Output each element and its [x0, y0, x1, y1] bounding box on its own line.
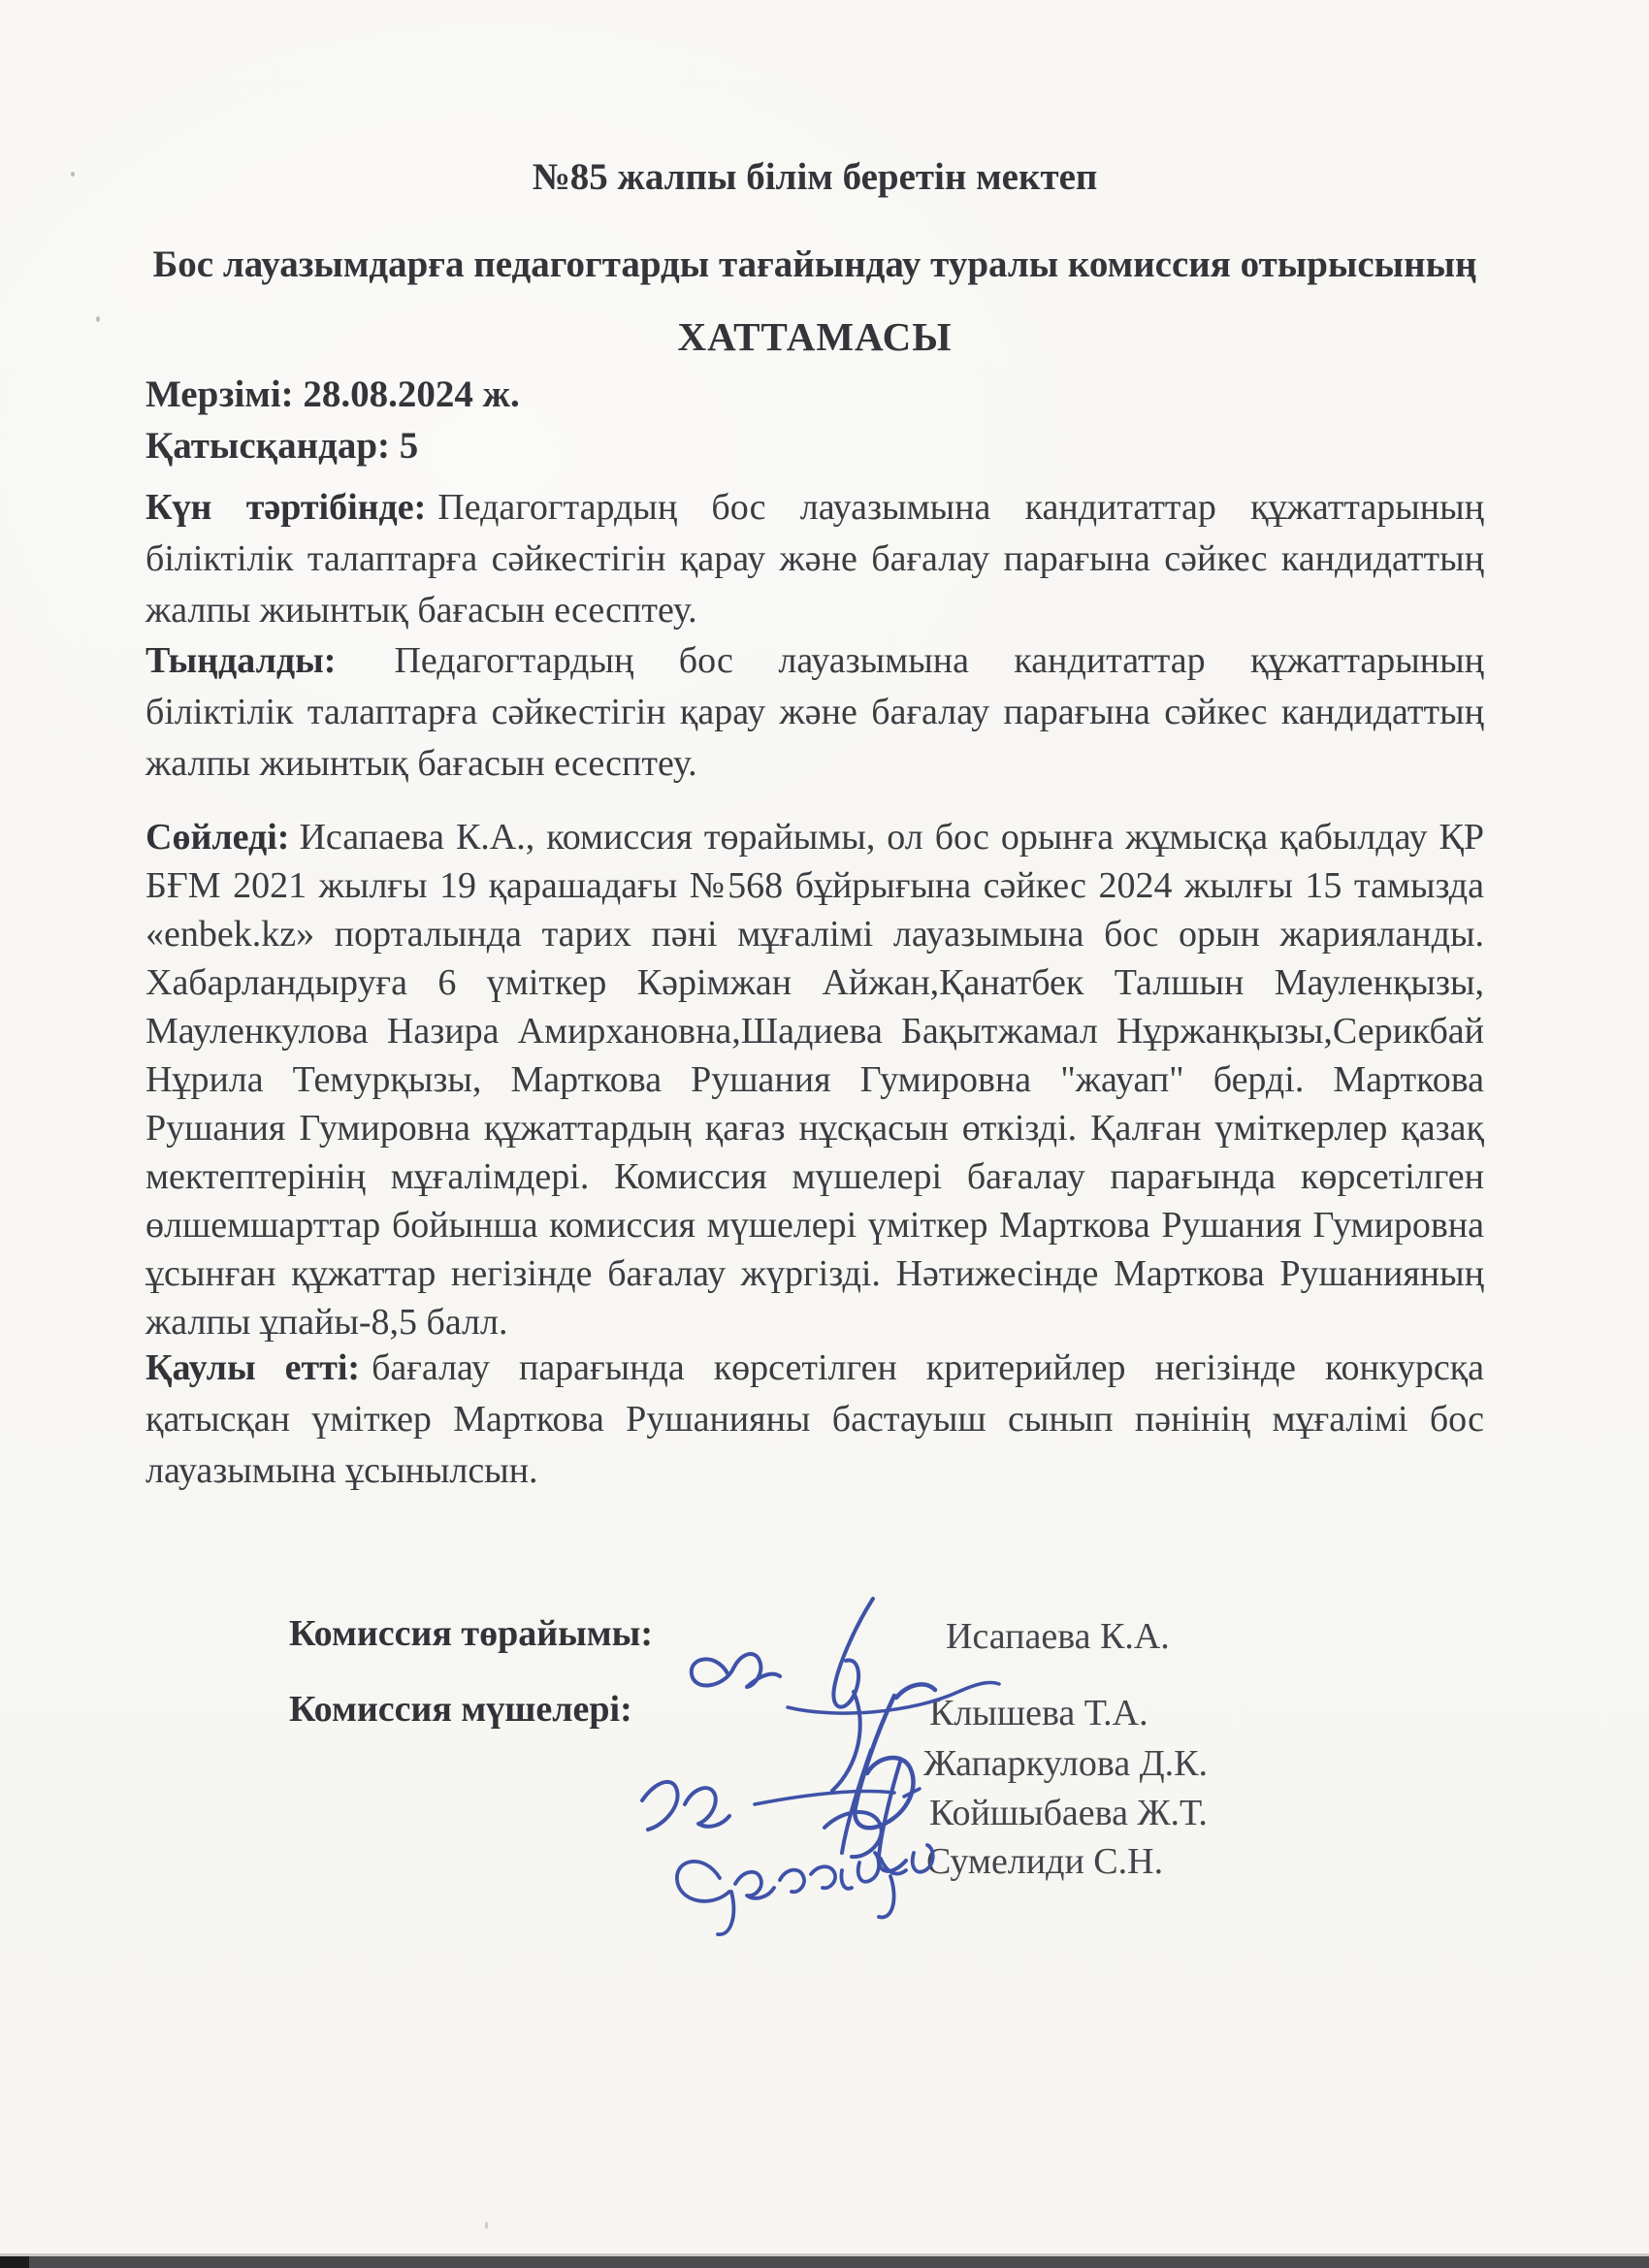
- participants-line: [146, 424, 1484, 468]
- chair-name: Исапаева К.А.: [946, 1616, 1170, 1657]
- subject-title: Бос лауазымдарға педагогтарды тағайындау туралы комиссия отырысының: [152, 243, 1477, 285]
- participants-value: 5: [399, 425, 419, 467]
- date-line: [146, 373, 1484, 416]
- paragraph-agenda: [146, 482, 1484, 636]
- paragraph-agenda-text: Педагогтардың бос лауазымына кандитаттар құжаттарының біліктілік талаптарға сәйкестігін қарау және бағалау парағына сәйкес кандидаттың жалпы жиынтық бағасын есесптеу.: [146, 487, 1484, 631]
- paragraph-heard: [146, 635, 1484, 790]
- chair-signature-loops: [692, 1654, 780, 1687]
- date-label: Мерзімі:: [146, 373, 294, 415]
- member-signature-strike: [755, 1789, 920, 1804]
- paragraph-spoke-text: Исапаева К.А., комиссия төрайымы, ол бос орынға жұмысқа қабылдау ҚР БҒМ 2021 жылғы 19 қарашадағы №568 бұйрығына сәйкес 2024 жылғы 15 тамызда «enbek.kz» порталында тарих пәні мұғалімі лауазымына бос орын жарияланды. Хабарландыруға 6 үміткер Кәрімжан Айжан,Қанатбек Талшын Мауленқызы, Мауленкулова Назира Амирхановна,Шадиева Бақытжамал Нұржанқызы,Серикбай Нұрила Темурқызы, Марткова Рушания Гумировна "жауап" берді. Марткова Рушания Гумировна құжаттардың қағаз нұсқасын өткізді. Қалған үміткерлер қазақ мектептерінің мұғалімдері. Комиссия мүшелері бағалау парағында көрсетілген өлшемшарттар бойынша комиссия мүшелері үміткер Марткова Рушания Гумировна ұсынған құжаттар негізінде бағалау жүргізді. Нәтижесінде Марткова Рушанияның жалпы ұпайы-8,5 балл.: [146, 817, 1484, 1343]
- scan-speck: [96, 316, 100, 322]
- paragraph-spoke: [146, 813, 1484, 1346]
- school-title: №85 жалпы білім беретін мектеп: [532, 156, 1098, 198]
- paragraph-heard-text: Педагогтардың бос лауазымына кандитаттар құжаттарының біліктілік талаптарға сәйкестігін қарау және бағалау парағына сәйкес кандидаттың жалпы жиынтық бағасын есесптеу.: [146, 640, 1484, 784]
- member-name-2: Жапаркулова Д.К.: [923, 1743, 1208, 1784]
- chair-label: Комиссия төрайымы:: [289, 1613, 653, 1654]
- scan-edge-strip: [0, 2256, 1649, 2268]
- paragraph-resolved-label: Қаулы етті:: [146, 1347, 361, 1388]
- member-name-1: Клышева Т.А.: [929, 1693, 1148, 1733]
- paragraph-agenda-label: Күн тәртібінде:: [146, 487, 427, 528]
- doc-type-title: ХАТТАМАСЫ: [677, 314, 953, 359]
- member-name-4: Сумелиди С.Н.: [926, 1841, 1164, 1882]
- paragraph-heard-label: Тыңдалды:: [146, 640, 337, 681]
- member-signature-curls: [642, 1782, 729, 1830]
- member-name-3: Койшыбаева Ж.Т.: [929, 1793, 1208, 1833]
- signature-ink-group: [642, 1599, 999, 1934]
- date-value: 28.08.2024 ж.: [303, 373, 520, 415]
- paragraph-resolved: [146, 1343, 1484, 1497]
- scan-speck: [71, 172, 75, 177]
- sumelidi-signature-descenders: [718, 1876, 894, 1934]
- paragraph-resolved-text: бағалау парағында көрсетілген критерийлер негізінде конкурсқа қатысқан үміткер Марткова Рушанияны бастауыш сынып пәнінің мұғалімі бос лауазымына ұсынылсын.: [146, 1347, 1485, 1491]
- member-signature-scribble: [824, 1750, 906, 1871]
- scan-speck: [485, 2221, 488, 2229]
- handwritten-signatures: [582, 1571, 1086, 1940]
- members-label: Комиссия мүшелері:: [289, 1689, 632, 1730]
- participants-label: Қатысқандар:: [146, 425, 391, 467]
- paragraph-spoke-label: Сөйледі:: [146, 817, 290, 858]
